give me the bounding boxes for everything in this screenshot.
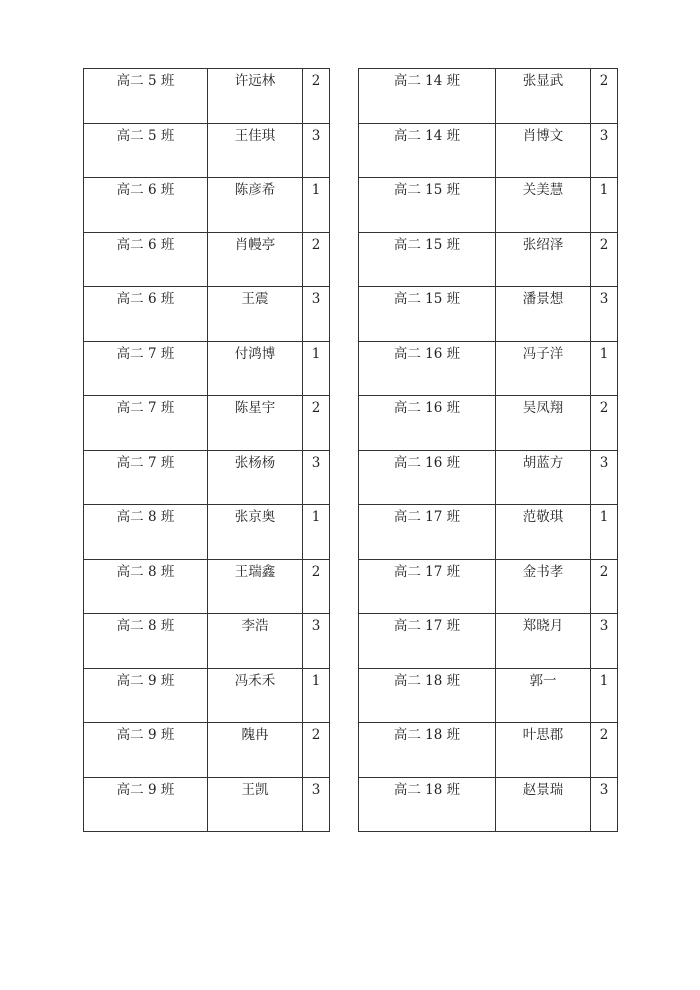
class-cell: 高二 15 班: [359, 232, 496, 287]
rank-cell: 1: [303, 178, 330, 233]
rank-cell: 3: [303, 614, 330, 669]
student-name-cell: 隗冉: [208, 723, 303, 778]
rank-cell: 2: [591, 232, 618, 287]
rank-cell: 3: [591, 614, 618, 669]
class-cell: 高二 17 班: [359, 505, 496, 560]
rank-cell: 3: [591, 287, 618, 342]
rank-cell: 1: [303, 668, 330, 723]
rank-cell: 2: [591, 69, 618, 124]
class-cell: 高二 15 班: [359, 287, 496, 342]
table-row: [84, 232, 330, 287]
student-name-cell: 关美慧: [496, 178, 591, 233]
rank-cell: 3: [591, 123, 618, 178]
table-row: [84, 396, 330, 451]
class-cell: 高二 7 班: [84, 341, 208, 396]
class-cell: 高二 17 班: [359, 559, 496, 614]
table-row: [359, 450, 618, 505]
student-name-cell: 王佳琪: [208, 123, 303, 178]
class-cell: 高二 8 班: [84, 559, 208, 614]
table-row: [359, 178, 618, 233]
student-name-cell: 潘景想: [496, 287, 591, 342]
table-row: [84, 69, 330, 124]
table-row: [359, 341, 618, 396]
roster-body-left: [84, 69, 330, 832]
student-name-cell: 郭一: [496, 668, 591, 723]
class-cell: 高二 14 班: [359, 123, 496, 178]
rank-cell: 1: [591, 178, 618, 233]
class-cell: 高二 9 班: [84, 777, 208, 832]
table-row: [359, 232, 618, 287]
table-row: [84, 123, 330, 178]
table-row: [84, 287, 330, 342]
class-cell: 高二 9 班: [84, 668, 208, 723]
class-cell: 高二 15 班: [359, 178, 496, 233]
student-name-cell: 张显武: [496, 69, 591, 124]
student-name-cell: 张杨杨: [208, 450, 303, 505]
rank-cell: 2: [303, 232, 330, 287]
table-row: [84, 505, 330, 560]
class-cell: 高二 18 班: [359, 668, 496, 723]
student-name-cell: 胡蓝方: [496, 450, 591, 505]
student-name-cell: 冯子洋: [496, 341, 591, 396]
class-cell: 高二 7 班: [84, 396, 208, 451]
table-row: [359, 668, 618, 723]
rank-cell: 2: [303, 723, 330, 778]
rank-cell: 1: [591, 341, 618, 396]
roster-table-left: [83, 68, 330, 832]
roster-body-right: [359, 69, 618, 832]
student-name-cell: 郑晓月: [496, 614, 591, 669]
table-row: [359, 123, 618, 178]
class-cell: 高二 6 班: [84, 232, 208, 287]
student-name-cell: 陈星宇: [208, 396, 303, 451]
rank-cell: 3: [591, 450, 618, 505]
rank-cell: 1: [303, 505, 330, 560]
student-name-cell: 张绍泽: [496, 232, 591, 287]
student-name-cell: 王瑞鑫: [208, 559, 303, 614]
class-cell: 高二 16 班: [359, 450, 496, 505]
class-cell: 高二 18 班: [359, 723, 496, 778]
class-cell: 高二 7 班: [84, 450, 208, 505]
student-name-cell: 金书孝: [496, 559, 591, 614]
table-row: [84, 668, 330, 723]
student-name-cell: 付鸿博: [208, 341, 303, 396]
student-name-cell: 范敬琪: [496, 505, 591, 560]
table-row: [84, 450, 330, 505]
rank-cell: 1: [591, 505, 618, 560]
class-cell: 高二 6 班: [84, 287, 208, 342]
student-name-cell: 肖博文: [496, 123, 591, 178]
table-row: [84, 723, 330, 778]
rank-cell: 3: [303, 450, 330, 505]
roster-table-right: [358, 68, 618, 832]
class-cell: 高二 14 班: [359, 69, 496, 124]
class-cell: 高二 16 班: [359, 396, 496, 451]
table-row: [84, 341, 330, 396]
table-row: [84, 178, 330, 233]
class-cell: 高二 17 班: [359, 614, 496, 669]
student-name-cell: 赵景瑞: [496, 777, 591, 832]
class-cell: 高二 8 班: [84, 505, 208, 560]
student-name-cell: 王震: [208, 287, 303, 342]
table-row: [359, 723, 618, 778]
rank-cell: 1: [303, 341, 330, 396]
table-row: [359, 69, 618, 124]
table-row: [359, 777, 618, 832]
student-name-cell: 肖幔亭: [208, 232, 303, 287]
table-row: [84, 614, 330, 669]
class-cell: 高二 5 班: [84, 123, 208, 178]
student-name-cell: 张京奥: [208, 505, 303, 560]
rank-cell: 3: [303, 777, 330, 832]
class-cell: 高二 6 班: [84, 178, 208, 233]
table-row: [359, 614, 618, 669]
table-row: [359, 505, 618, 560]
rank-cell: 2: [591, 396, 618, 451]
rank-cell: 2: [303, 69, 330, 124]
rank-cell: 2: [591, 559, 618, 614]
class-cell: 高二 18 班: [359, 777, 496, 832]
student-name-cell: 李浩: [208, 614, 303, 669]
rank-cell: 3: [591, 777, 618, 832]
rank-cell: 2: [303, 396, 330, 451]
rank-cell: 3: [303, 123, 330, 178]
class-cell: 高二 8 班: [84, 614, 208, 669]
student-name-cell: 叶思郡: [496, 723, 591, 778]
rank-cell: 3: [303, 287, 330, 342]
student-name-cell: 许远林: [208, 69, 303, 124]
student-name-cell: 吴凤翔: [496, 396, 591, 451]
table-row: [359, 559, 618, 614]
rank-cell: 1: [591, 668, 618, 723]
class-cell: 高二 9 班: [84, 723, 208, 778]
class-cell: 高二 5 班: [84, 69, 208, 124]
student-name-cell: 王凯: [208, 777, 303, 832]
rank-cell: 2: [303, 559, 330, 614]
class-cell: 高二 16 班: [359, 341, 496, 396]
table-row: [84, 777, 330, 832]
table-row: [84, 559, 330, 614]
rank-cell: 2: [591, 723, 618, 778]
table-row: [359, 287, 618, 342]
table-row: [359, 396, 618, 451]
student-name-cell: 冯禾禾: [208, 668, 303, 723]
student-name-cell: 陈彦希: [208, 178, 303, 233]
